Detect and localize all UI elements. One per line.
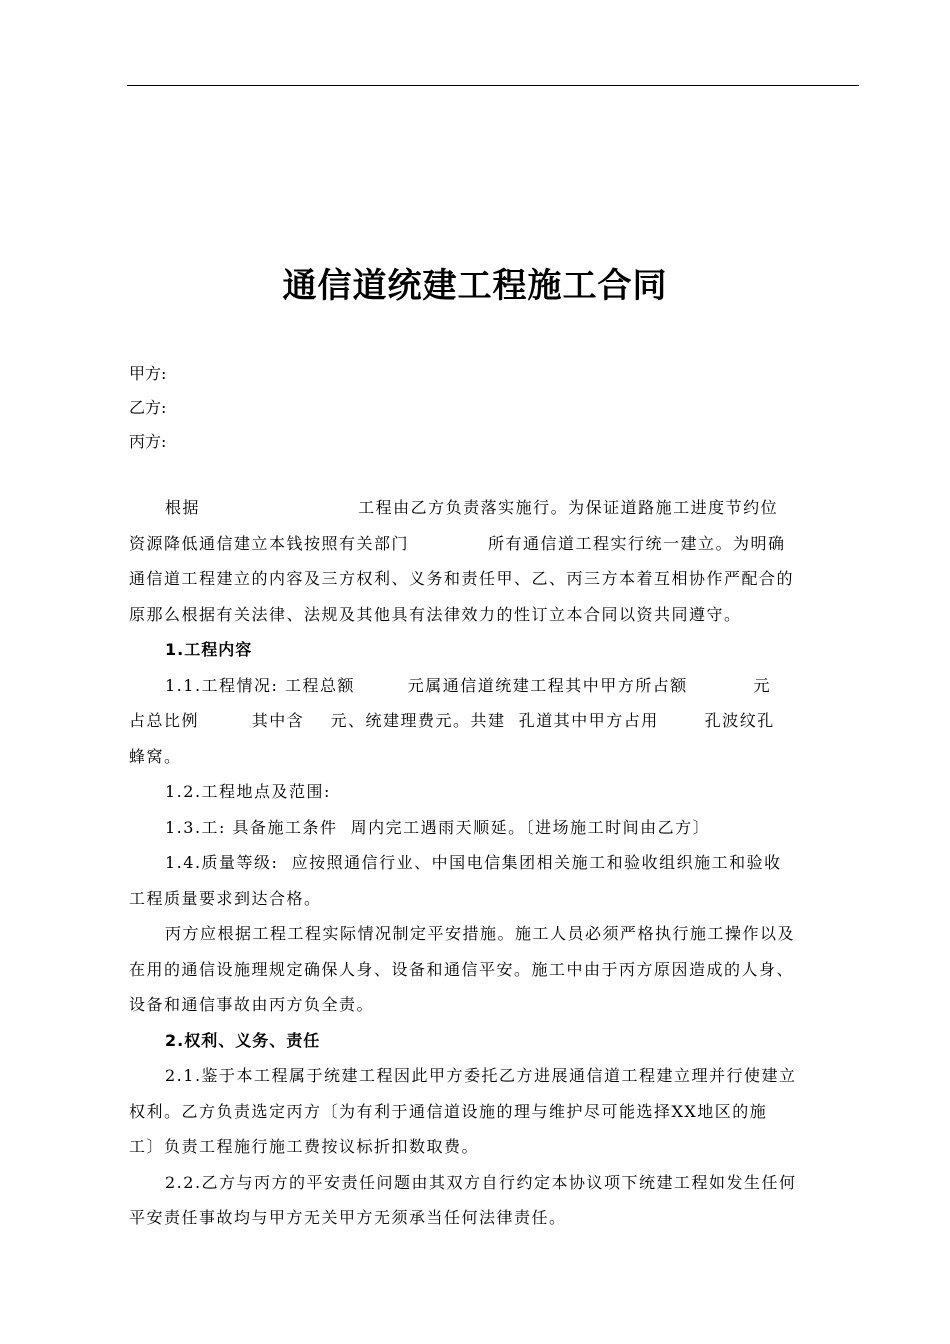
body-line: 工〕负责工程施行施工费按议标折扣数取费。 bbox=[129, 1137, 480, 1156]
body-line: 占总比例 其中含 元、统建理费元。共建 孔道其中甲方占用 孔波纹孔 bbox=[129, 711, 775, 730]
body-line: 通信道工程建立的内容及三方权利、义务和责任甲、乙、丙三方本着互相协作严配合的 bbox=[129, 569, 795, 588]
body-line: 平安责任事故均与甲方无关甲方无须承当任何法律责任。 bbox=[129, 1208, 567, 1227]
contract-body bbox=[129, 490, 857, 1236]
body-line: 工程质量要求到达合格。 bbox=[129, 888, 322, 908]
section-heading: 1.工程内容 bbox=[165, 640, 253, 659]
body-line: 2.1.鉴于本工程属于统建工程因此甲方委托乙方进展通信道工程建立理并行使建立 bbox=[165, 1066, 797, 1085]
body-line: 原那么根据有关法律、法规及其他具有法律效力的性订立本合同以资共同遵守。 bbox=[129, 604, 742, 624]
body-line: 根据 工程由乙方负责落实施行。为保证道路施工进度节约位 bbox=[165, 498, 779, 517]
party-a-label: 甲方: bbox=[129, 364, 167, 383]
document-title: 通信道统建工程施工合同 bbox=[282, 266, 668, 306]
parties-block bbox=[129, 357, 166, 459]
body-line: 1.4.质量等级: 应按照通信行业、中国电信集团相关施工和验收组织施工和验收 bbox=[165, 853, 782, 872]
body-line: 设备和通信事故由丙方负全责。 bbox=[129, 995, 375, 1014]
body-line: 1.1.工程情况: 工程总额 元属通信道统建工程其中甲方所占额 元 bbox=[165, 675, 772, 695]
body-line: 1.3.工: 具备施工条件 周内完工遇雨天顺延。〔进场施工时间由乙方〕 bbox=[165, 817, 711, 837]
body-line: 权利。乙方负责选定丙方〔为有利于通信道设施的理与维护尽可能选择XX地区的施 bbox=[129, 1101, 768, 1121]
body-line: 资源降低通信建立本钱按照有关部门 所有通信道工程实行统一建立。为明确 bbox=[129, 533, 786, 553]
party-c-label: 丙方: bbox=[129, 432, 167, 451]
body-line: 2.2.乙方与丙方的平安责任问题由其双方自行约定本协议项下统建工程如发生任何 bbox=[165, 1172, 797, 1192]
body-line: 蜂窝。 bbox=[129, 746, 182, 766]
party-b-label: 乙方: bbox=[129, 398, 167, 417]
body-line: 丙方应根据工程工程实际情况制定平安措施。施工人员必须严格执行施工操作以及 bbox=[165, 924, 796, 943]
header-rule bbox=[127, 85, 859, 86]
body-line: 在用的通信设施理规定确保人身、设备和通信平安。施工中由于丙方原因造成的人身、 bbox=[129, 959, 795, 979]
body-line: 1.2.工程地点及范围: bbox=[165, 782, 331, 801]
section-heading: 2.权利、义务、责任 bbox=[165, 1030, 321, 1050]
